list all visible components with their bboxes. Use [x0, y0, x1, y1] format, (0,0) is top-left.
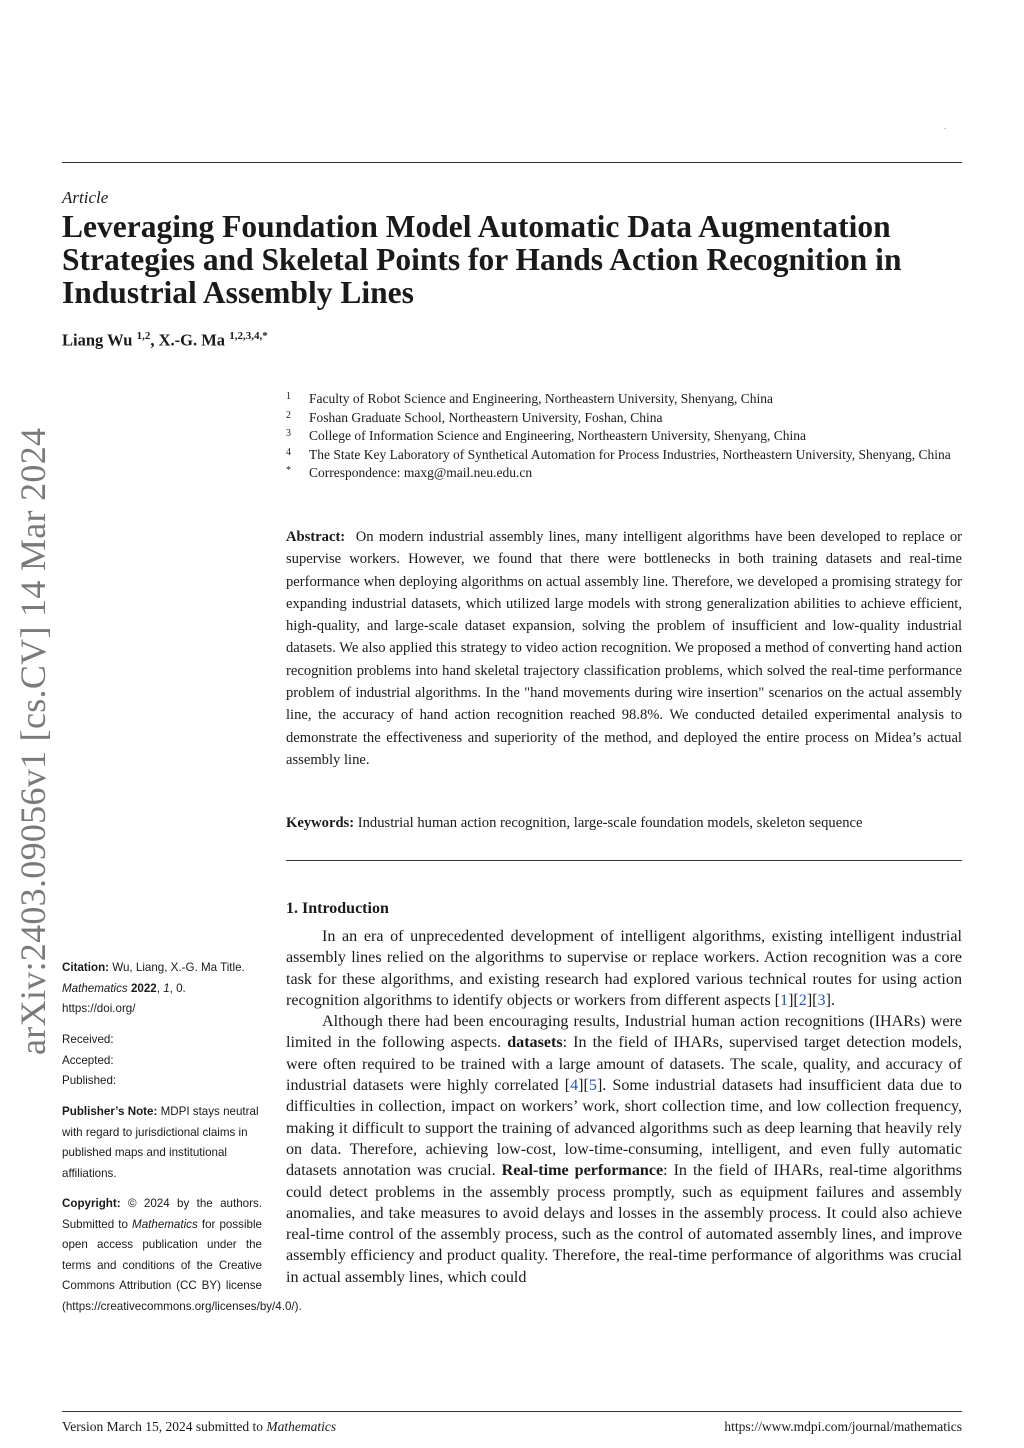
affiliation-number: 3	[286, 428, 291, 439]
article-type-label: Article	[62, 188, 109, 207]
citation-block: Citation: Wu, Liang, X.-G. Ma Title. Mathematics 2022, 1, 0. https://doi.org/	[62, 961, 245, 1015]
citation-link[interactable]: 5	[588, 1077, 597, 1095]
published-label: Published:	[62, 1074, 117, 1087]
introduction-body	[286, 926, 962, 1288]
paper-title	[62, 210, 972, 309]
affiliation-text: Faculty of Robot Science and Engineering, Northeastern University, Shenyang, China	[309, 391, 774, 406]
title-line-3: Industrial Assembly Lines	[62, 275, 414, 310]
citation-page: , 0.	[169, 981, 186, 995]
author-separator: ,	[150, 330, 159, 350]
keywords-label: Keywords:	[286, 815, 355, 831]
affiliation-number: 2	[286, 409, 291, 421]
affiliation-text: The State Key Laboratory of Synthetical Automation for Process Industries, Northeastern University, Shenyang, China	[309, 446, 951, 462]
citation-year: 2022	[130, 981, 157, 995]
author-list	[62, 330, 268, 351]
affiliation-1	[286, 390, 962, 409]
footer-journal: Mathematics	[266, 1419, 337, 1434]
footer-journal-url[interactable]: https://www.mdpi.com/journal/mathematics	[724, 1419, 962, 1434]
accepted-label: Accepted:	[62, 1053, 114, 1067]
keywords-text: Industrial human action recognition, large-scale foundation models, skeleton sequence	[357, 815, 863, 831]
citation-volume: 1	[163, 981, 170, 995]
emphasis-realtime: Real-time performance	[501, 1162, 664, 1180]
paragraph-text: . Some industrial datasets had insufficient data due to difficulties in collection, impact on workers’ work, short collection time, and low collection frequency, making it difficult to support the training of advanced algorithms such as deep learning that heavily rely on data. Therefore, achieving low-cost, low-time-consuming, intelligent, and even fully automatic datasets annotation was crucial.	[286, 1077, 962, 1180]
publisher-note	[62, 1102, 262, 1184]
copyright-block	[62, 1194, 302, 1317]
footer-rule	[62, 1411, 962, 1412]
emphasis-datasets: datasets	[507, 1034, 563, 1052]
affiliation-number: 1	[286, 391, 291, 402]
correspondence-text: Correspondence: maxg@mail.neu.edu.cn	[309, 465, 533, 480]
header-rule	[62, 162, 962, 163]
citation-doi-link[interactable]: https://doi.org/	[62, 1002, 136, 1015]
affiliation-number: 4	[286, 446, 291, 458]
citation-link[interactable]: 1	[780, 991, 789, 1009]
abstract-text: On modern industrial assembly lines, many intelligent algorithms have been developed to replace or supervise workers. However, we found that there were bottlenecks in both training datasets and real-time performance when deploying algorithms on actual assembly line. Therefore, we developed a promising strategy for expanding industrial datasets, which utilized large models with strong generalization abilities to achieve efficient, high-quality, and large-scale dataset expansion, solving the problem of insufficient and low-quality industrial datasets. We also applied this strategy to video action recognition. We proposed a method of converting hand action recognition problems into hand skeletal trajectory classification problems, which solved the real-time performance problem of industrial algorithms. In the "hand movements during wire insertion" scenarios on the actual assembly line, the accuracy of hand action recognition reached 98.8%. We conducted detailed experimental analysis to demonstrate the effectiveness and superiority of the method, and deployed the entire process on Midea’s actual assembly line.	[286, 529, 963, 768]
citation-link[interactable]: 3	[817, 991, 826, 1009]
section-heading: 1. Introduction	[286, 900, 389, 917]
dates-block	[62, 1030, 262, 1092]
affiliation-3	[286, 427, 962, 446]
citation-link[interactable]: 2	[798, 991, 807, 1009]
abstract	[286, 526, 962, 771]
publisher-note-label: Publisher’s Note:	[62, 1105, 158, 1118]
arxiv-stamp: arXiv:2403.09056v1 [cs.CV] 14 Mar 2024	[13, 427, 53, 1055]
author-2-affil: 1,2,3,4,*	[229, 330, 268, 342]
author-1-affil: 1,2	[136, 330, 151, 342]
title-line-1: Leveraging Foundation Model Automatic Data Augmentation	[62, 209, 891, 244]
abstract-divider	[286, 860, 962, 861]
paragraph-text: : In the field of IHARs, real-time algorithms could detect problems in the assembly process promptly, such as equipment failures and assembly anomalies, and take measures to avoid delays and losses in the assembly process. It could also achieve real-time control of the assembly process, such as the control of automated assembly lines, and improve assembly efficiency and product quality. Therefore, the real-time performance of algorithms was crucial in actual assembly lines, which could	[286, 1162, 962, 1286]
correspondence	[286, 464, 962, 483]
footer-version	[62, 1419, 336, 1435]
affiliation-text: Foshan Graduate School, Northeastern University, Foshan, China	[309, 409, 663, 425]
copyright-journal: Mathematics	[132, 1217, 198, 1231]
citation-text: Wu, Liang, X.-G. Ma Title.	[112, 961, 245, 974]
header-mark: -	[944, 126, 946, 132]
affiliation-text: College of Information Science and Engineering, Northeastern University, Shenyang, China	[309, 428, 806, 443]
affiliation-number: *	[286, 465, 291, 476]
citation-label: Citation:	[62, 961, 110, 974]
title-line-2: Strategies and Skeletal Points for Hands Action Recognition in	[62, 242, 902, 277]
author-1-name: Liang Wu	[62, 330, 133, 350]
keywords	[286, 815, 962, 832]
paragraph: In an era of unprecedented development of intelligent algorithms, existing intelligent industrial assembly lines relied on the algorithms to supervise or replace workers. Action recognition was a core task for these algorithms, and existing research had explored various technical routes for using action recognition algorithms to identify objects or workers from different aspects [1][2][3].	[286, 928, 962, 1009]
paragraph: Although there had been encouraging results, Industrial human action recognitions (IHARs) were limited in the following aspects. datasets: In the field of IHARs, supervised target detection models, were often required to be trained with a large amount of datasets. The scale, quality, and accuracy of industrial datasets were highly correlated [4][5]. Some industrial datasets had insufficient data due to difficulties in collection, impact on workers’ work, short collection time, and low collection frequency, making it difficult to support the training of advanced algorithms such as deep learning that heavily rely on data. Therefore, achieving low-cost, low-time-consuming, intelligent, and even fully automatic datasets annotation was crucial. Real-time performance: In the field of IHARs, real-time algorithms could detect problems in the assembly process promptly, such as equipment failures and assembly anomalies, and take measures to avoid delays and losses in the assembly process. It could also achieve real-time control of the assembly process, such as the control of automated assembly lines, and improve assembly efficiency and product quality. Therefore, the real-time performance of algorithms was crucial in actual assembly lines, which could	[286, 1013, 962, 1286]
copyright-label: Copyright:	[62, 1197, 121, 1210]
footer-version-text: Version March 15, 2024 submitted to	[62, 1419, 267, 1434]
author-2-name: X.-G. Ma	[158, 330, 226, 350]
copyright-text: © 2024 by the authors. Submitted to	[62, 1197, 262, 1231]
publisher-note-text: MDPI stays neutral with regard to jurisdictional claims in published maps and institutional affiliations.	[62, 1105, 259, 1180]
citation-journal: Mathematics	[62, 981, 128, 995]
received-label: Received:	[62, 1033, 114, 1046]
citation-link[interactable]: 4	[570, 1077, 579, 1095]
paragraph-text: Although there had been encouraging results, Industrial human action recognitions (IHARs) were limited in the following aspects.	[286, 1013, 962, 1052]
affiliation-2	[286, 409, 962, 428]
copyright-text: for possible open access publication under the terms and conditions of the Creative Commons Attribution (CC BY) license (https://creativecommons.org/licenses/by/4.0/).	[62, 1217, 302, 1313]
affiliations	[286, 390, 962, 483]
abstract-label: Abstract:	[286, 529, 346, 545]
affiliation-4	[286, 446, 962, 465]
paragraph-text: : In the field of IHARs, supervised target detection models, were often required to be trained with a large amount of datasets. The scale, quality, and accuracy of industrial datasets were highly correlated	[286, 1034, 962, 1095]
paragraph-text: In an era of unprecedented development of intelligent algorithms, existing intelligent industrial assembly lines relied on the algorithms to supervise or replace workers. Action recognition was a core task for these algorithms, and existing research had explored various technical routes for using action recognition algorithms to identify objects or workers from different aspects	[286, 928, 962, 1009]
